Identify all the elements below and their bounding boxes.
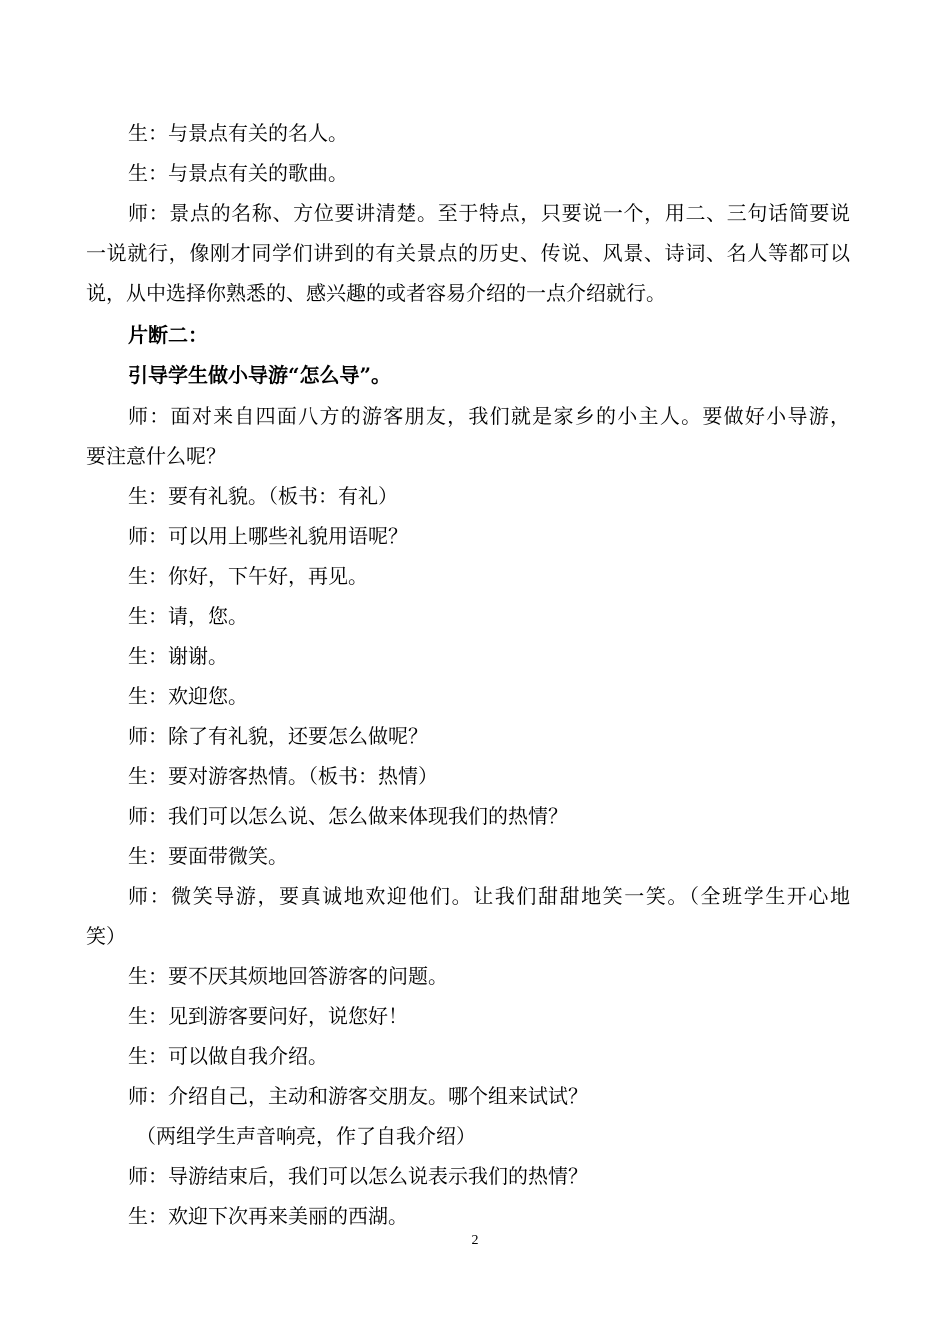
paragraph-line: 生：请，您。 (128, 604, 248, 628)
paragraph-line: 生：要不厌其烦地回答游客的问题。 (128, 964, 448, 988)
paragraph-line: 生：要对游客热情。（板书：热情） (128, 764, 438, 788)
paragraph-line: 师：微笑导游，要真诚地欢迎他们。让我们甜甜地笑一笑。（全班学生开心地 (128, 884, 850, 908)
paragraph-line: 生：欢迎您。 (128, 684, 248, 708)
section-subheading: 引导学生做小导游“怎么导”。 (128, 363, 392, 387)
paragraph-line: 师：我们可以怎么说、怎么做来体现我们的热情？ (128, 804, 568, 828)
paragraph-line: 师：景点的名称、方位要讲清楚。至于特点，只要说一个，用二、三句话简要说 (128, 201, 850, 225)
paragraph-line: （两组学生声音响亮，作了自我介绍） (136, 1124, 476, 1148)
paragraph-line: 一说就行，像刚才同学们讲到的有关景点的历史、传说、风景、诗词、名人等都可以 (86, 241, 850, 265)
paragraph-line: 说，从中选择你熟悉的、感兴趣的或者容易介绍的一点介绍就行。 (86, 281, 666, 305)
paragraph-line: 生：与景点有关的名人。 (128, 121, 348, 145)
paragraph-line: 师：除了有礼貌，还要怎么做呢？ (128, 724, 428, 748)
paragraph-line: 生：见到游客要问好，说您好！ (128, 1004, 408, 1028)
paragraph-line: 生：欢迎下次再来美丽的西湖。 (128, 1204, 408, 1228)
paragraph-line: 师：介绍自己，主动和游客交朋友。哪个组来试试？ (128, 1084, 588, 1108)
paragraph-line: 要注意什么呢？ (86, 444, 226, 468)
section-heading: 片断二： (128, 323, 208, 347)
paragraph-line: 师：面对来自四面八方的游客朋友，我们就是家乡的小主人。要做好小导游， (128, 404, 850, 428)
paragraph-line: 生：与景点有关的歌曲。 (128, 161, 348, 185)
paragraph-line: 生：谢谢。 (128, 644, 228, 668)
paragraph-line: 师：导游结束后，我们可以怎么说表示我们的热情？ (128, 1164, 588, 1188)
paragraph-line: 生：要面带微笑。 (128, 844, 288, 868)
paragraph-line: 笑） (86, 924, 126, 948)
paragraph-line: 生：要有礼貌。（板书：有礼） (128, 484, 398, 508)
paragraph-line: 生：可以做自我介绍。 (128, 1044, 328, 1068)
paragraph-line: 师：可以用上哪些礼貌用语呢？ (128, 524, 408, 548)
page-number: 2 (471, 1233, 479, 1248)
paragraph-line: 生：你好，下午好，再见。 (128, 564, 368, 588)
